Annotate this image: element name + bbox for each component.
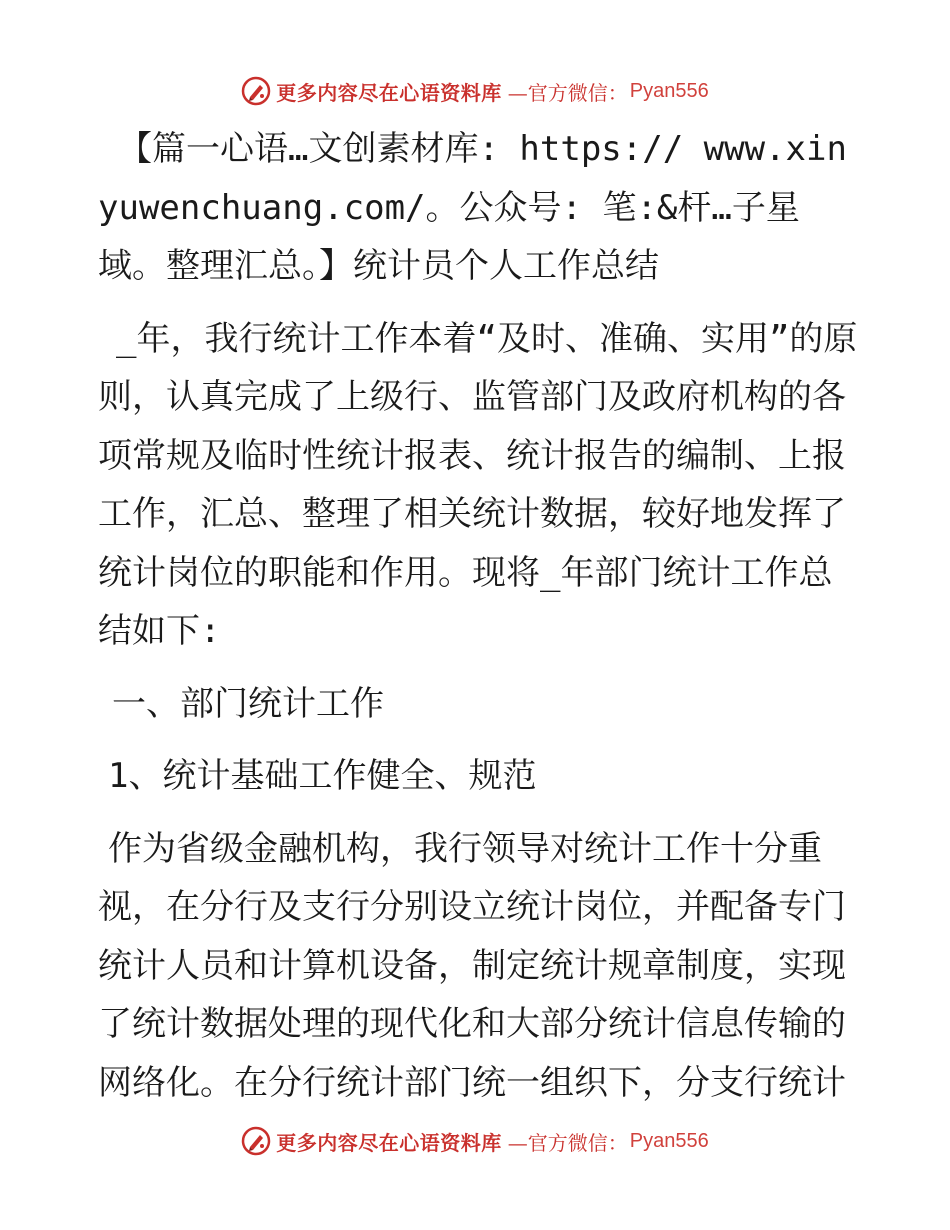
- paragraph-2: 作为省级金融机构，我行领导对统计工作十分重视，在分行及支行分别设立统计岗位，并配备专门统计人员和计算机设备，制定统计规章制度，实现了统计数据处理的现代化和大部分统计信息传输的网络化。在分行统计部门统一组织下，分支行统计: [98, 828, 846, 1103]
- pen-logo-icon: [241, 1126, 271, 1156]
- footer-banner: [0, 1121, 950, 1161]
- banner-separator: —官方微信：: [507, 80, 628, 105]
- subsection-heading-1: 1、统计基础工作健全、规范: [108, 756, 537, 796]
- banner-wechat-id: Pyan556: [629, 79, 709, 102]
- pen-logo-icon: [241, 76, 271, 106]
- intro-paragraph: 【篇一心语…文创素材库: https:// www.xinyuwenchuang.com/。公众号: 笔:&杆…子星域。整理汇总。】统计员个人工作总结: [98, 129, 847, 286]
- document-body: [98, 120, 858, 1112]
- banner-separator: —官方微信：: [507, 1130, 628, 1155]
- paragraph-1: _年，我行统计工作本着“及时、准确、实用”的原则，认真完成了上级行、监管部门及政府机构的各项常规及临时性统计报表、统计报告的编制、上报工作，汇总、整理了相关统计数据，较好地发挥了统计岗位的职能和作用。现将_年部门统计工作总结如下:: [98, 318, 858, 651]
- banner-text: 更多内容尽在心语资料库: [276, 1130, 502, 1155]
- banner-wechat-id: Pyan556: [629, 1129, 709, 1152]
- section-heading-1: 一、部门统计工作: [112, 683, 384, 724]
- header-banner: [0, 71, 950, 111]
- banner-text: 更多内容尽在心语资料库: [276, 80, 502, 105]
